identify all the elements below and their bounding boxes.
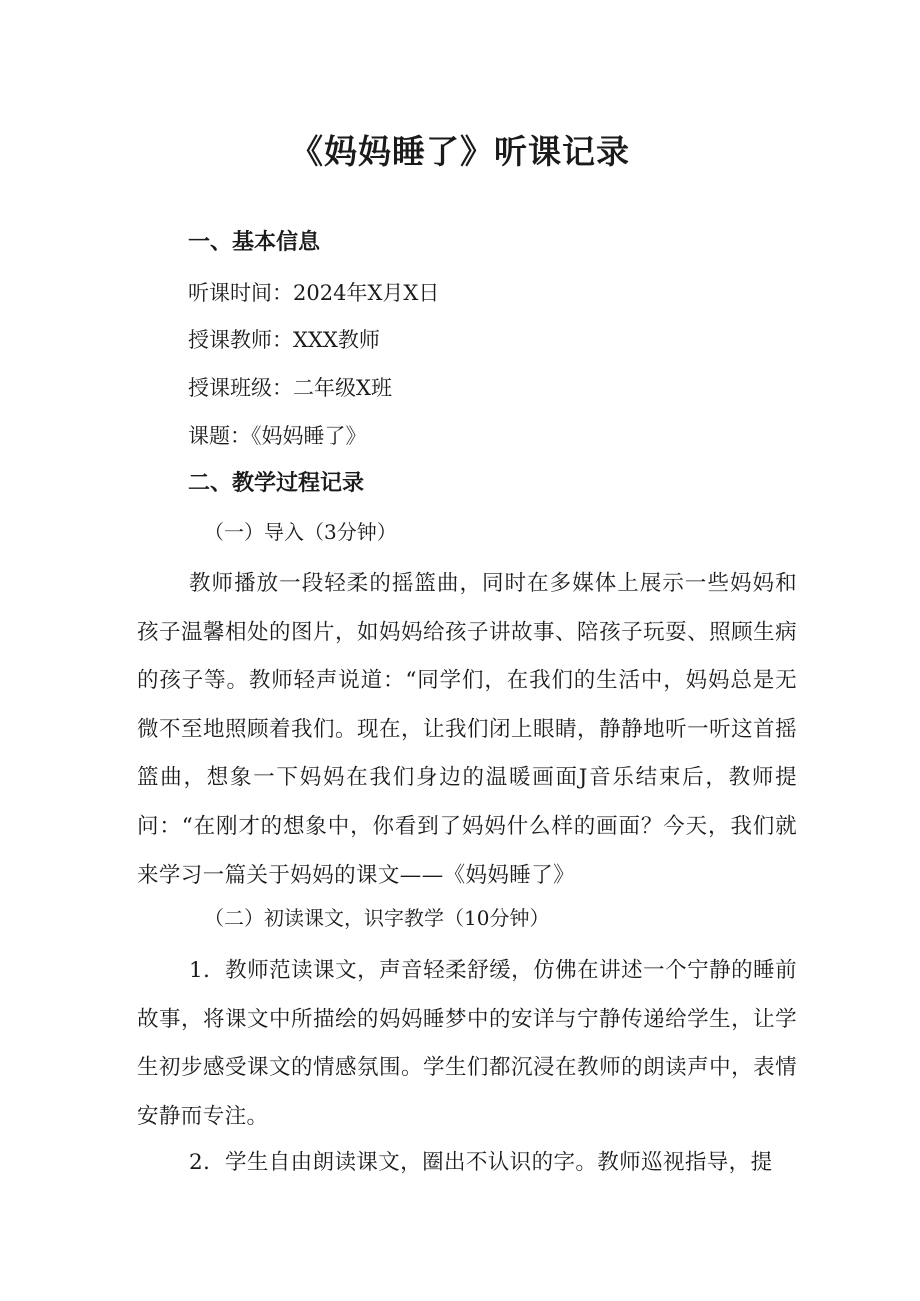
subheading-reading: （二）初读课文，识字教学（10分钟） — [204, 906, 550, 930]
document-title: 《妈妈睡了》听课记录 — [290, 132, 630, 171]
info-time: 听课时间：2024年X月X日 — [188, 281, 440, 305]
paragraph-item-2: 2．学生自由朗读课文，圈出不认识的字。教师巡视指导，提 — [189, 1150, 773, 1175]
info-teacher: 授课教师：XXX教师 — [188, 328, 380, 352]
section-heading-basic-info: 一、基本信息 — [188, 230, 321, 255]
section-heading-process: 二、教学过程记录 — [188, 471, 365, 496]
subheading-intro: （一）导入（3分钟） — [204, 520, 397, 544]
info-class: 授课班级：二年级X班 — [188, 376, 392, 400]
paragraph-item-1: 1．教师范读课文，声音轻柔舒缓，仿佛在讲述一个宁静的睡前故事，将课文中所描绘的妈妈睡梦中的安详与宁静传递给学生，让学生初步感受课文的情感氛围。学生们都沉浸在教师的朗读声中，表情安静而专注。 — [137, 958, 797, 1129]
paragraph-intro: 教师播放一段轻柔的摇篮曲，同时在多媒体上展示一些妈妈和孩子温馨相处的图片，如妈妈给孩子讲故事、陪孩子玩耍、照顾生病的孩子等。教师轻声说道：“同学们，在我们的生活中，妈妈总是无微不至地照顾着我们。现在，让我们闭上眼睛，静静地听一听这首摇篮曲，想象一下妈妈在我们身边的温暖画面J音乐结束后，教师提问：“在刚才的想象中，你看到了妈妈什么样的画面？今天，我们就来学习一篇关于妈妈的课文——《妈妈睡了》 — [137, 571, 797, 888]
info-topic: 课题：《妈妈睡了》 — [188, 424, 367, 448]
